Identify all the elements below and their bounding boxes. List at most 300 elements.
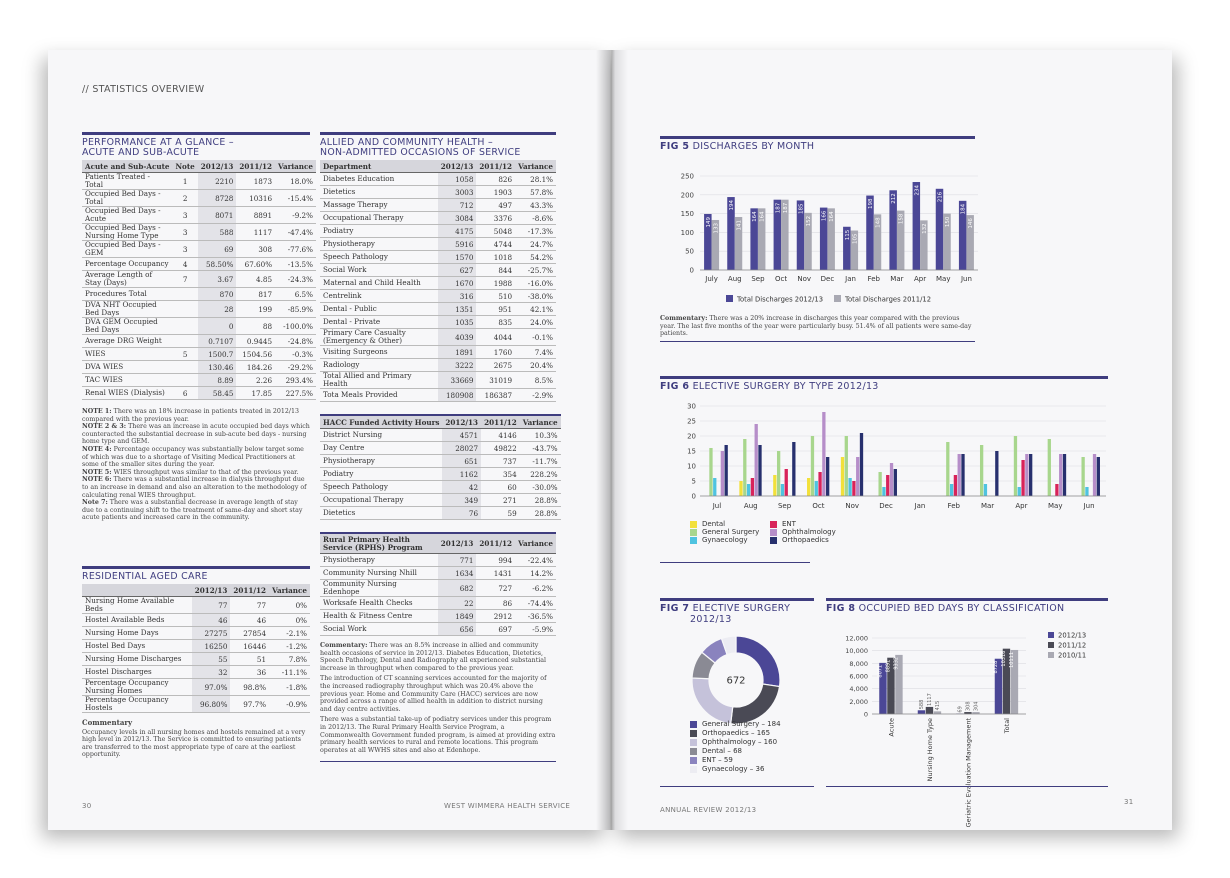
table-cell: 228.2% (520, 468, 561, 481)
fig7-title-text: ELECTIVE SURGERY (692, 603, 791, 614)
table-cell: 3 (172, 241, 197, 258)
row-label: DVA GEM Occupied Bed Days (82, 318, 172, 335)
bar (856, 457, 859, 496)
legend-swatch (1048, 652, 1054, 658)
bar (860, 433, 863, 496)
row-label: Physiotherapy (320, 238, 438, 251)
table-cell: -13.5% (275, 258, 316, 271)
bar (1055, 484, 1058, 496)
row-label: Worksafe Health Checks (320, 597, 438, 610)
x-tick-label: Mar (980, 502, 995, 510)
table-cell: 42 (442, 481, 481, 494)
legend-label: Dental (702, 520, 726, 528)
y-tick-label: 5 (691, 477, 696, 486)
table-cell: 46 (230, 614, 269, 627)
performance-title-line2: ACUTE AND SUB-ACUTE (82, 147, 200, 158)
legend-swatch (690, 766, 697, 773)
table-cell: 0.9445 (236, 335, 275, 348)
table-cell: 293.4% (275, 374, 316, 387)
table-cell: 22 (438, 597, 477, 610)
bar (1025, 454, 1028, 496)
table-cell: 58.50% (198, 258, 237, 271)
x-tick-label: Dec (820, 275, 835, 283)
table-cell: 2675 (476, 359, 515, 372)
table-row (82, 207, 316, 224)
table-cell: 24.0% (515, 316, 556, 329)
table-cell: -17.3% (515, 225, 556, 238)
table-cell: -1.2% (269, 640, 310, 653)
fig7-legend (690, 720, 820, 774)
table-row (320, 329, 556, 346)
legend-item (690, 536, 770, 544)
legend-swatch (1048, 632, 1054, 638)
row-label: Procedures Total (82, 288, 172, 301)
table-cell: 28 (198, 301, 237, 318)
fig7-donut (686, 630, 786, 730)
table-row (320, 359, 556, 372)
legend-item (690, 756, 820, 764)
performance-title-line1: PERFORMANCE AT A GLANCE – (82, 137, 234, 148)
bar (954, 475, 957, 496)
residential-section (82, 566, 310, 762)
table-cell: 36 (230, 666, 269, 679)
data-label: 1117 (927, 693, 934, 706)
legend-label: Total Discharges 2011/12 (845, 295, 932, 304)
legend-swatch (770, 537, 777, 544)
table-cell: -24.8% (275, 335, 316, 348)
right-page (612, 50, 1172, 830)
table-cell: 3084 (438, 212, 477, 225)
table-row (82, 679, 310, 696)
fig6-rule (660, 562, 810, 563)
table-row (82, 258, 316, 271)
row-label: Nursing Home Available Beds (82, 597, 192, 614)
data-label: 146 (968, 218, 975, 229)
row-label: Speech Pathology (320, 251, 438, 264)
col-header: Variance (520, 415, 561, 429)
table-cell: 77 (192, 597, 231, 614)
allied-section (320, 132, 556, 762)
row-label: Dietetics (320, 186, 438, 199)
bar (852, 481, 855, 496)
table-cell: 1504.56 (236, 348, 275, 361)
legend-swatch (834, 295, 841, 302)
col-header: 2012/13 (198, 160, 237, 173)
legend-swatch (690, 537, 697, 544)
y-tick-label: 0 (863, 710, 868, 719)
x-tick-label: Nursing Home Type (925, 718, 934, 782)
table-cell: 96.80% (192, 696, 231, 713)
table-cell: 7.4% (515, 346, 556, 359)
x-tick-label: Sep (777, 502, 792, 510)
table-cell: 826 (476, 173, 515, 186)
bar (1063, 454, 1066, 496)
x-tick-label: Geriatric Evaluation Management (964, 718, 973, 828)
data-label: 132 (921, 223, 928, 234)
bar (918, 710, 925, 714)
table-cell: 844 (476, 264, 515, 277)
table-cell: 1117 (236, 224, 275, 241)
row-label: Average Length of Stay (Days) (82, 271, 172, 288)
table-row (82, 224, 316, 241)
legend-swatch (690, 757, 697, 764)
data-label: 216 (937, 191, 944, 203)
table-cell: 59 (481, 507, 520, 520)
legend-item (690, 747, 820, 755)
bar (758, 445, 761, 496)
bar (785, 469, 788, 496)
x-tick-label: Apr (1015, 502, 1028, 510)
col-header: 2011/12 (230, 584, 269, 597)
table-cell: 3222 (438, 359, 477, 372)
page-footer: ANNUAL REVIEW 2012/13 (660, 806, 757, 814)
data-label: 588 (919, 699, 926, 710)
table-cell: 994 (476, 554, 515, 567)
legend-swatch (726, 295, 733, 302)
col-header: Rural Primary Health Service (RPHS) Program (320, 533, 438, 554)
row-label: Nursing Home Discharges (82, 653, 192, 666)
table-row (320, 186, 556, 199)
page-number: 30 (82, 802, 92, 810)
legend-swatch (690, 721, 697, 728)
data-label: 194 (729, 200, 735, 211)
table-cell: 67.60% (236, 258, 275, 271)
row-label: Hostel Bed Days (82, 640, 192, 653)
table-cell: 4744 (476, 238, 515, 251)
residential-title: RESIDENTIAL AGED CARE (82, 566, 310, 582)
row-label: Percentage Occupancy Nursing Homes (82, 679, 192, 696)
bar (958, 454, 961, 496)
row-label: Occupied Bed Days - Total (82, 190, 172, 207)
table-cell: 28.1% (515, 173, 556, 186)
table-cell: 1988 (476, 277, 515, 290)
table-cell: -24.3% (275, 271, 316, 288)
table-cell: 697 (476, 623, 515, 636)
table-header-row (320, 533, 556, 554)
table-cell: 88 (236, 318, 275, 335)
legend-label: Gynaecology – 36 (702, 765, 765, 773)
table-cell: 5916 (438, 238, 477, 251)
table-cell: 2210 (198, 173, 237, 190)
table-cell: 7.8% (269, 653, 310, 666)
col-header: 2011/12 (481, 415, 520, 429)
data-label: 234 (914, 185, 921, 196)
data-label: 415 (935, 700, 942, 711)
data-label: 158 (898, 213, 905, 225)
residential-commentary (82, 719, 310, 759)
data-label: 10316 (1001, 650, 1008, 667)
table-cell: 497 (476, 199, 515, 212)
table-cell: 4039 (438, 329, 477, 346)
legend-label: ENT (782, 520, 796, 528)
residential-table-body (82, 597, 310, 713)
allied-commentary (320, 642, 556, 762)
table-row (320, 251, 556, 264)
table-cell: 651 (442, 455, 481, 468)
table-cell: 8891 (236, 207, 275, 224)
y-tick-label: 12,000 (845, 634, 868, 643)
row-label: District Nursing (320, 429, 442, 442)
table-cell: 271 (481, 494, 520, 507)
data-label: 198 (868, 198, 874, 210)
y-tick-label: 200 (680, 191, 694, 200)
bar (818, 472, 821, 496)
table-cell: 16250 (192, 640, 231, 653)
table-cell: 2 (172, 190, 197, 207)
bar (826, 457, 829, 496)
table-cell: 42.1% (515, 303, 556, 316)
data-label: 184 (960, 203, 967, 215)
col-header: HACC Funded Activity Hours (320, 415, 442, 429)
row-label: Community Nursing Nhill (320, 567, 438, 580)
row-label: Occupied Bed Days - GEM (82, 241, 172, 258)
x-tick-label: May (936, 275, 951, 283)
legend-label: 2010/11 (1058, 651, 1087, 660)
note-text: There was an 18% increase in patients treated in 2012/13 compared with the previous year. (82, 408, 300, 423)
table-row (320, 346, 556, 359)
table-row (320, 580, 556, 597)
table-cell: 682 (438, 580, 477, 597)
table-cell (172, 374, 197, 387)
row-label: WIES (82, 348, 172, 361)
table-cell: 33669 (438, 372, 477, 389)
legend-item (690, 765, 820, 773)
y-tick-label: 8,000 (849, 659, 868, 668)
table-cell: -9.2% (275, 207, 316, 224)
legend-swatch (690, 521, 697, 528)
row-label: Total Allied and Primary Health (320, 372, 438, 389)
legend-swatch (690, 748, 697, 755)
table-cell: 3 (172, 224, 197, 241)
row-label: Community Nursing Edenhope (320, 580, 438, 597)
table-row (82, 653, 310, 666)
section-header: // STATISTICS OVERVIEW (82, 84, 205, 95)
table-cell: 97.7% (230, 696, 269, 713)
note (82, 423, 310, 446)
col-header: 2011/12 (476, 160, 515, 173)
table-row (320, 507, 561, 520)
table-row (82, 696, 310, 713)
fig7-title (660, 598, 814, 625)
bar (743, 439, 746, 496)
allied-table (320, 160, 556, 402)
table-row (320, 303, 556, 316)
legend-item (690, 528, 770, 536)
bar (773, 475, 776, 496)
table-cell (172, 301, 197, 318)
commentary-text: The introduction of CT scanning services accounted for the majority of the increased radiography throughput which was 20.4% above the previous year. Home and Community Care (HACC) services are now provided across a range of allied health in addition to district nursing and day centre activities. (320, 675, 547, 713)
table-cell (172, 361, 197, 374)
table-row (82, 640, 310, 653)
col-header: Variance (275, 160, 316, 173)
y-tick-label: 250 (680, 172, 694, 181)
legend-label: Gynaecology (702, 536, 748, 544)
table-cell: 1891 (438, 346, 477, 359)
data-label: 69 (957, 706, 964, 713)
table-row (320, 173, 556, 186)
table-cell: 32 (192, 666, 231, 679)
table-cell: 0 (198, 318, 237, 335)
y-tick-label: 10 (687, 462, 696, 471)
table-row (320, 442, 561, 455)
table-cell: 1431 (476, 567, 515, 580)
table-cell: 54.2% (515, 251, 556, 264)
col-header: 2012/13 (192, 584, 231, 597)
row-label: Radiology (320, 359, 438, 372)
table-cell: -0.9% (269, 696, 310, 713)
bar (1048, 439, 1051, 496)
data-label: 148 (875, 217, 882, 228)
bar (725, 445, 728, 496)
commentary-text: There was a substantial take-up of podiatry services under this program in 2012/13. The Rural Primary Health Service Program, a Commonwealth Government funded program, is aimed at providing extra primary health services to rural and remote locations. This program operates at all WWHS sites and also at Edenhope. (320, 716, 556, 754)
x-tick-label: July (705, 275, 718, 283)
x-tick-label: Jun (1083, 502, 1095, 510)
legend-label: ENT – 59 (702, 756, 733, 764)
table-row (320, 623, 556, 636)
data-label: 8891 (885, 659, 892, 673)
data-label: 166 (821, 210, 828, 222)
table-cell: 0% (269, 614, 310, 627)
table-cell: 8071 (198, 207, 237, 224)
table-cell: 98.8% (230, 679, 269, 696)
table-cell: 2912 (476, 610, 515, 623)
row-label: Day Centre (320, 442, 442, 455)
row-label: Social Work (320, 623, 438, 636)
page-number: 31 (1124, 798, 1134, 806)
table-row (82, 271, 316, 288)
table-cell: 1 (172, 173, 197, 190)
commentary-label: Commentary: (320, 642, 368, 649)
commentary-text: There was a 20% increase in discharges this year compared with the previous year. The last five months of the year were particularly busy. 51.4% of all patients were same-day patients. (660, 315, 972, 338)
table-row (320, 372, 556, 389)
row-label: TAC WIES (82, 374, 172, 387)
table-cell: -0.3% (275, 348, 316, 361)
fig6-legend (690, 520, 910, 544)
table-cell (172, 318, 197, 335)
table-row (320, 455, 561, 468)
table-row (320, 277, 556, 290)
row-label: Maternal and Child Health (320, 277, 438, 290)
row-label: Hostel Available Beds (82, 614, 192, 627)
table-cell: -77.6% (275, 241, 316, 258)
table-cell: 8.5% (515, 372, 556, 389)
bar (751, 478, 754, 496)
legend-item (690, 520, 770, 528)
x-tick-label: Acute (887, 718, 896, 737)
table-cell: 7 (172, 271, 197, 288)
table-row (82, 666, 310, 679)
table-row (320, 212, 556, 225)
table-cell: 28.8% (520, 494, 561, 507)
table-cell: 627 (438, 264, 477, 277)
table-cell: 510 (476, 290, 515, 303)
table-cell: 656 (438, 623, 477, 636)
table-cell: 199 (236, 301, 275, 318)
legend-item (690, 738, 820, 746)
y-tick-label: 100 (680, 228, 694, 237)
table-cell: 3 (172, 207, 197, 224)
table-header-row (82, 584, 310, 597)
table-row (82, 173, 316, 190)
table-cell: 3003 (438, 186, 477, 199)
table-cell: 3376 (476, 212, 515, 225)
commentary-paragraph (320, 716, 556, 754)
row-label: Visiting Surgeons (320, 346, 438, 359)
legend-label: Dental – 68 (702, 747, 742, 755)
note (82, 446, 310, 469)
row-label: Podiatry (320, 225, 438, 238)
y-tick-label: 50 (685, 247, 694, 256)
row-label: Occupied Bed Days - Acute (82, 207, 172, 224)
col-header: Variance (269, 584, 310, 597)
bar (934, 711, 941, 714)
bar (886, 475, 889, 496)
table-cell: 3.67 (198, 271, 237, 288)
data-label: 149 (705, 216, 712, 228)
table-cell: 58.45 (198, 387, 237, 400)
row-label: Speech Pathology (320, 481, 442, 494)
data-label: 187 (775, 202, 782, 214)
row-label: Percentage Occupancy Hostels (82, 696, 192, 713)
table-cell: 27275 (192, 627, 231, 640)
table-cell: 4 (172, 258, 197, 271)
bar (755, 424, 758, 496)
table-cell: 60 (481, 481, 520, 494)
table-cell: 1903 (476, 186, 515, 199)
bar (713, 478, 716, 496)
table-cell: 28.8% (520, 507, 561, 520)
y-tick-label: 15 (687, 447, 696, 456)
x-tick-label: Sep (751, 275, 765, 283)
table-row (82, 318, 316, 335)
bar (1018, 487, 1021, 496)
table-row (320, 290, 556, 303)
bar (995, 451, 998, 496)
table-cell: 186387 (476, 389, 515, 402)
legend-swatch (690, 739, 697, 746)
table-row (82, 627, 310, 640)
row-label: Diabetes Education (320, 173, 438, 186)
allied-title-line1: ALLIED AND COMMUNITY HEALTH – (320, 137, 494, 148)
row-label: Average DRG Weight (82, 335, 172, 348)
table-cell: 2.26 (236, 374, 275, 387)
row-label: Primary Care Casualty (Emergency & Other) (320, 329, 438, 346)
x-tick-label: Total (1002, 718, 1011, 734)
fig7-title-year: 2012/13 (690, 614, 732, 625)
note-label: NOTE 1: (82, 408, 112, 415)
table-cell: 316 (438, 290, 477, 303)
table-cell: 10316 (236, 190, 275, 207)
bar (878, 472, 881, 496)
fig5-commentary (660, 315, 975, 342)
table-cell: 43.3% (515, 199, 556, 212)
table-cell: -47.4% (275, 224, 316, 241)
table-cell: 69 (198, 241, 237, 258)
x-tick-label: May (1048, 502, 1063, 510)
fig7-rule (660, 786, 814, 787)
x-tick-label: Nov (845, 502, 860, 510)
bar (950, 484, 953, 496)
table-cell: 227.5% (275, 387, 316, 400)
commentary-text: Occupancy levels in all nursing homes and hostels remained at a very high level in 2012/13. The Service is committed to ensuring patients are transferred to the most appropriate type of care at the earliest opportunity. (82, 728, 306, 759)
bar (1021, 460, 1024, 496)
note-label: NOTE 4: (82, 445, 112, 453)
fig6-title-text: ELECTIVE SURGERY BY TYPE 2012/13 (692, 381, 879, 392)
bar (1085, 487, 1088, 496)
table-cell: -22.4% (515, 554, 556, 567)
table-cell: 5 (172, 348, 197, 361)
table-row (82, 597, 310, 614)
